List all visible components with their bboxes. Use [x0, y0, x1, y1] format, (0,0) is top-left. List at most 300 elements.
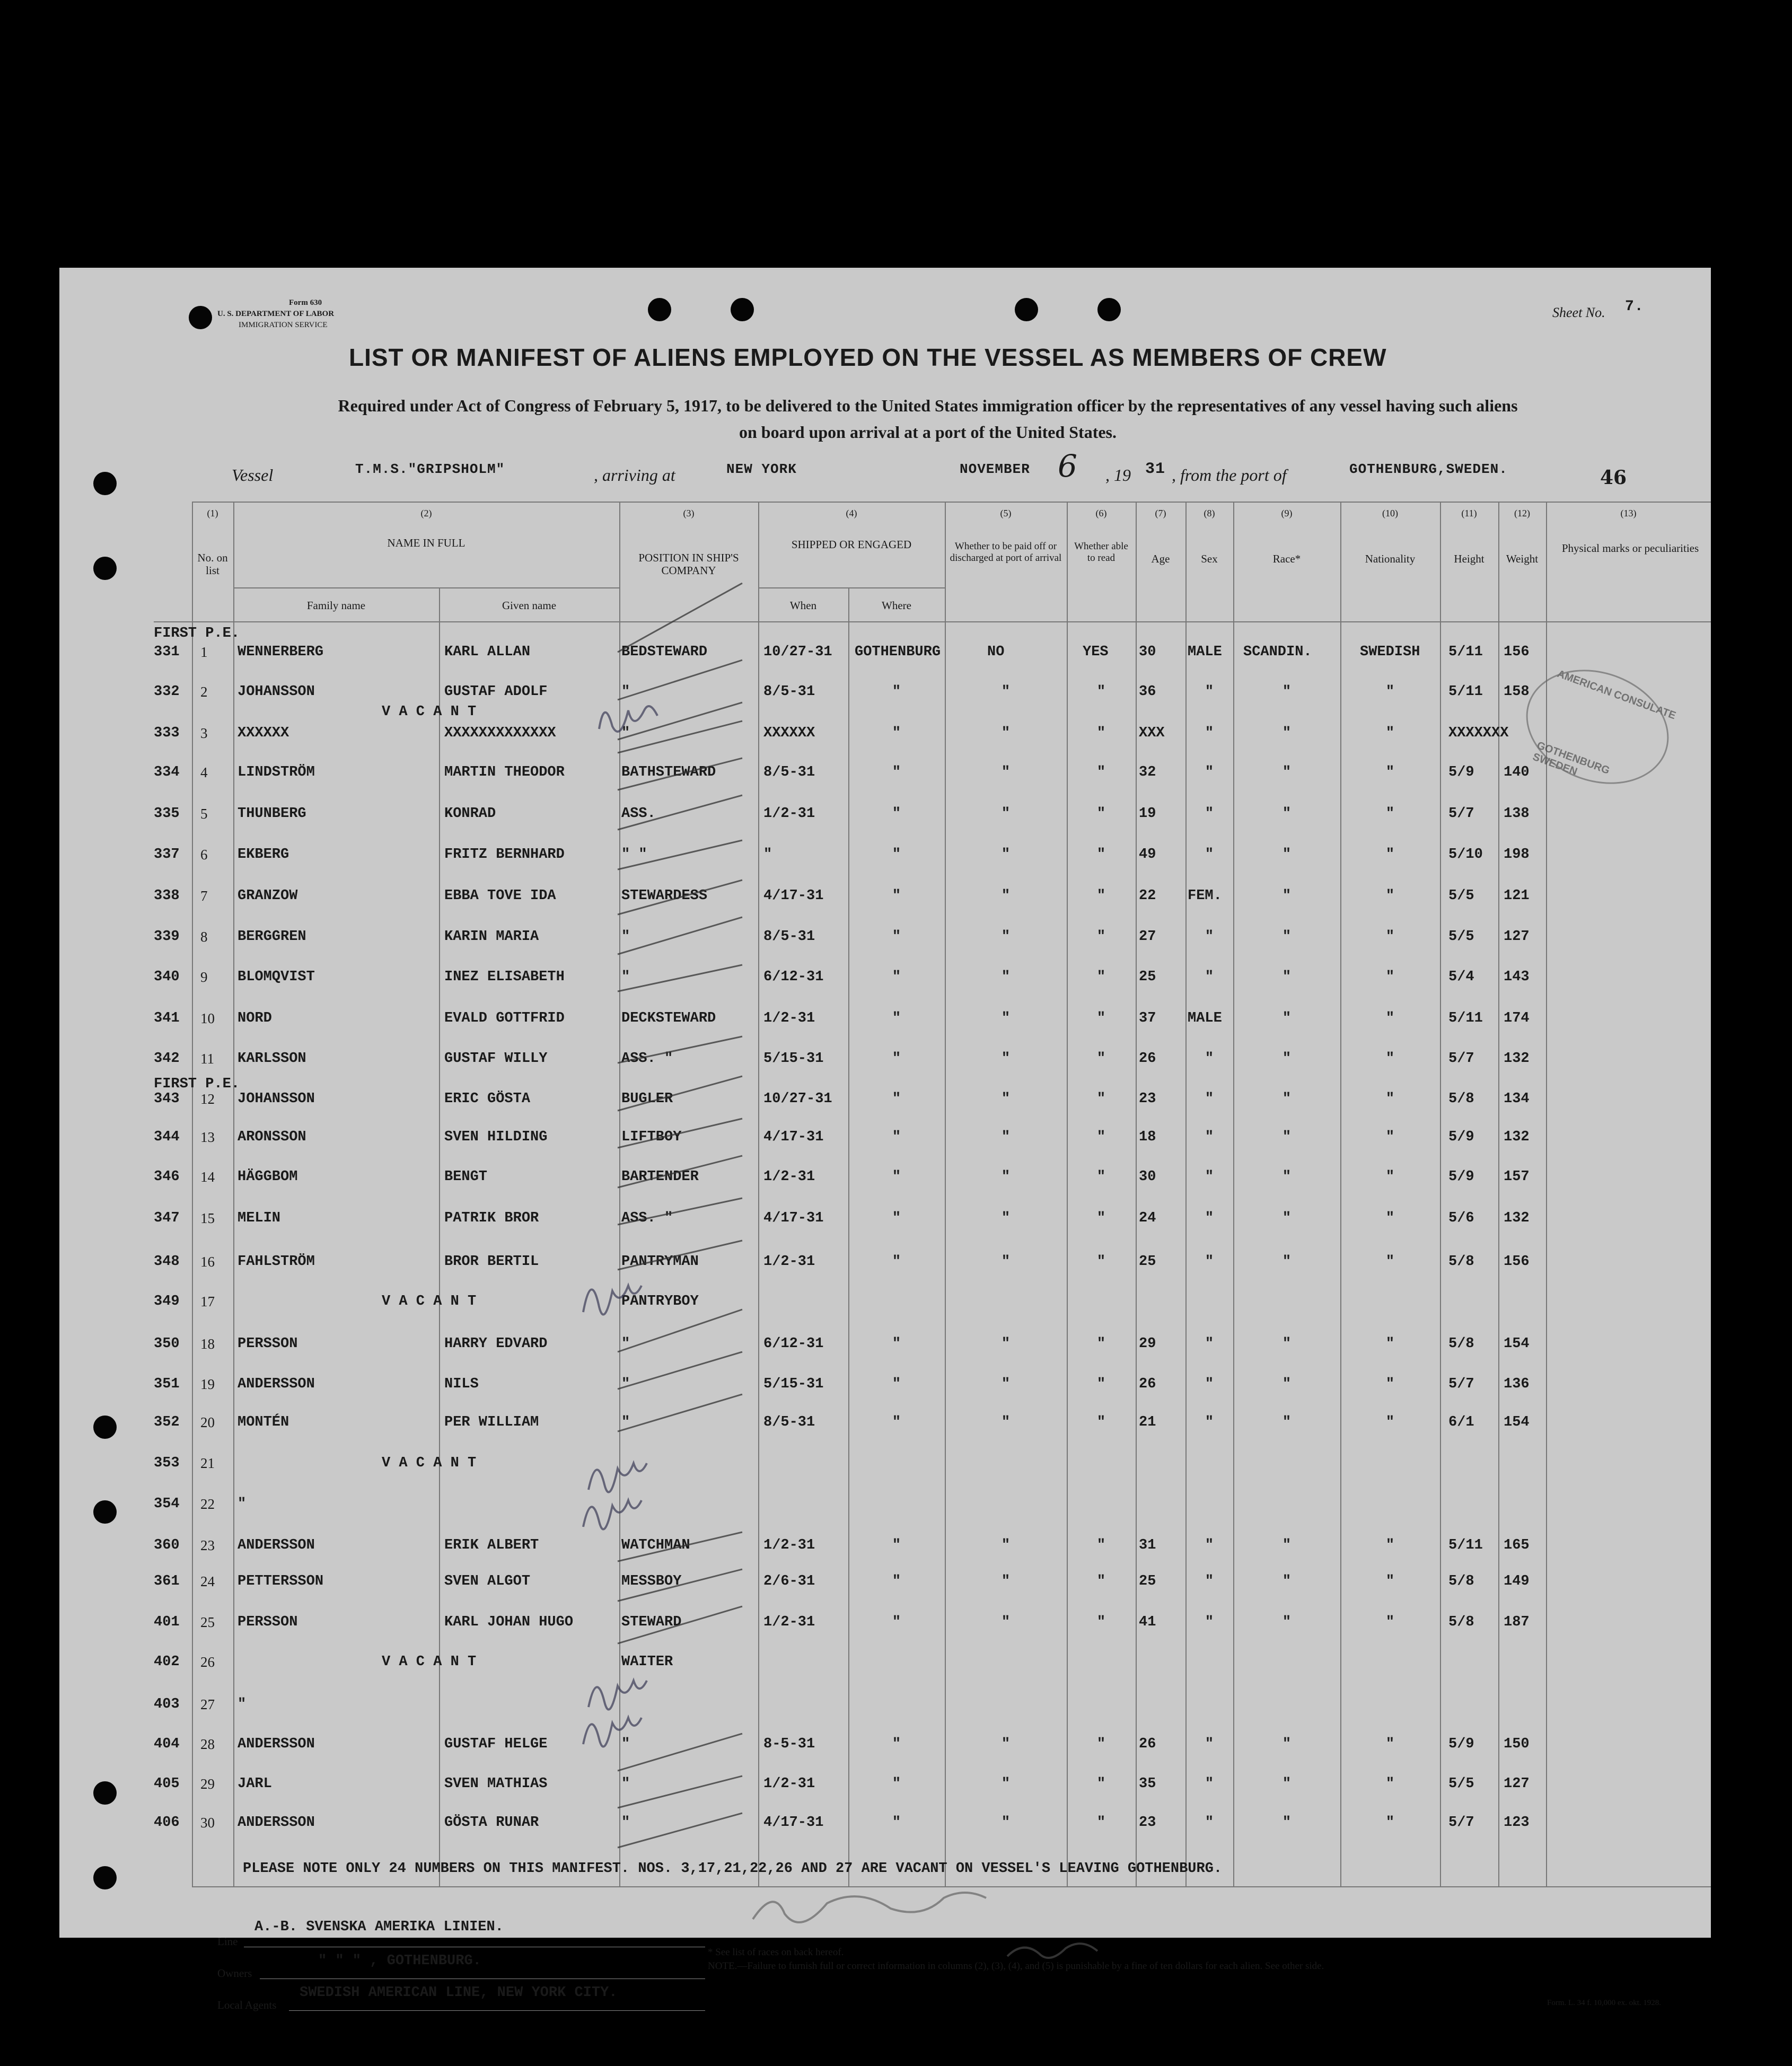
height-cell: 5/4: [1448, 969, 1474, 985]
manifest-note: PLEASE NOTE ONLY 24 NUMBERS ON THIS MANIFEST. NOS. 3,17,21,22,26 AND 27 ARE VACANT ON VESSEL'S LEAVING GOTHENBURG.: [243, 1861, 1223, 1877]
crew-number-cell: 332: [154, 684, 180, 700]
height-cell: 6/1: [1448, 1414, 1474, 1430]
nationality-cell: ": [1385, 1254, 1395, 1270]
crew-number-cell: 333: [154, 725, 180, 741]
weight-cell: 154: [1504, 1414, 1530, 1430]
able-to-read-cell: ": [1096, 1336, 1106, 1352]
shipped-when-cell: 2/6-31: [763, 1573, 815, 1589]
age-cell: 25: [1139, 969, 1156, 985]
paid-off-cell: ": [1001, 1010, 1011, 1026]
list-number-cell: 5: [200, 806, 208, 822]
shipped-when-cell: XXXXXX: [763, 725, 815, 741]
position-cell: ": [621, 1736, 630, 1752]
shipped-where-cell: ": [892, 1091, 901, 1107]
height-cell: 5/8: [1448, 1254, 1474, 1270]
height-cell: 5/7: [1448, 1051, 1474, 1067]
col-2a-header: Family name: [306, 599, 366, 612]
height-cell: 5/5: [1448, 929, 1474, 945]
able-to-read-cell: ": [1096, 1169, 1106, 1185]
col-12-header: Weight: [1506, 552, 1539, 565]
sex-cell: ": [1205, 1210, 1214, 1226]
arrival-day: 6: [1058, 448, 1077, 484]
age-cell: 49: [1139, 847, 1156, 863]
paid-off-cell: ": [1001, 1336, 1011, 1352]
position-cell: BARTENDER: [621, 1169, 699, 1185]
shipped-where-cell: ": [892, 764, 901, 780]
family-name-cell: KARLSSON: [238, 1051, 306, 1067]
given-name-cell: PER WILLIAM: [444, 1414, 539, 1430]
given-name-cell: EBBA TOVE IDA: [444, 888, 556, 904]
vacant-label: V A C A N T: [382, 1294, 477, 1309]
list-number-cell: 15: [200, 1210, 215, 1226]
able-to-read-cell: ": [1096, 1010, 1106, 1026]
crew-number-cell: 406: [154, 1815, 180, 1831]
arrival-year: 31: [1145, 460, 1166, 478]
col-2-header: NAME IN FULL: [387, 537, 465, 549]
form-number: Form 630: [289, 298, 322, 307]
paid-off-cell: ": [1001, 847, 1011, 863]
race-cell: ": [1282, 1129, 1292, 1145]
weight-cell: 150: [1504, 1736, 1530, 1752]
given-name-cell: EVALD GOTTFRID: [444, 1010, 565, 1026]
family-name-cell: MELIN: [238, 1210, 281, 1226]
able-to-read-cell: ": [1096, 725, 1106, 741]
shipped-where-cell: ": [892, 1815, 901, 1831]
shipped-where-cell: ": [892, 1414, 901, 1430]
able-to-read-cell: ": [1096, 1573, 1106, 1589]
able-to-read-cell: ": [1096, 1736, 1106, 1752]
owners-label: Owners: [217, 1967, 252, 1980]
position-cell: ASS. ": [621, 1051, 673, 1067]
position-cell: ": [621, 684, 630, 700]
sex-cell: ": [1205, 684, 1214, 700]
race-cell: ": [1282, 1815, 1292, 1831]
family-name-cell: EKBERG: [238, 847, 289, 863]
race-cell: ": [1282, 1537, 1292, 1553]
family-name-cell: MONTÉN: [238, 1414, 289, 1430]
given-name-cell: HARRY EDVARD: [444, 1336, 548, 1352]
sex-cell: ": [1205, 1614, 1214, 1630]
list-number-cell: 16: [200, 1254, 215, 1270]
age-cell: 30: [1139, 644, 1156, 660]
weight-cell: 165: [1504, 1537, 1530, 1553]
given-name-cell: SVEN MATHIAS: [444, 1776, 548, 1792]
col-5-header: Whether to be paid off or discharged at port of arrival: [950, 541, 1062, 564]
height-cell: 5/7: [1448, 1815, 1474, 1831]
vessel-name: T.M.S."GRIPSHOLM": [355, 461, 505, 477]
stamp-text-top: AMERICAN CONSULATE: [1556, 667, 1677, 722]
age-cell: 26: [1139, 1376, 1156, 1392]
sex-cell: ": [1205, 1376, 1214, 1392]
nationality-cell: ": [1385, 1210, 1395, 1226]
given-name-cell: GÖSTA RUNAR: [444, 1815, 539, 1831]
able-to-read-cell: ": [1096, 1210, 1106, 1226]
crew-number-cell: 350: [154, 1336, 180, 1352]
list-number-cell: 6: [200, 847, 208, 863]
paid-off-cell: ": [1001, 969, 1011, 985]
list-number-cell: 20: [200, 1414, 215, 1430]
age-cell: 36: [1139, 684, 1156, 700]
paid-off-cell: ": [1001, 1815, 1011, 1831]
position-cell: WAITER: [621, 1654, 673, 1670]
sex-cell: ": [1205, 1736, 1214, 1752]
col-12-number: (12): [1514, 508, 1530, 518]
family-name-cell: JOHANSSON: [238, 684, 315, 700]
height-cell: 5/6: [1448, 1210, 1474, 1226]
paid-off-cell: ": [1001, 725, 1011, 741]
shipped-when-cell: 10/27-31: [763, 1091, 832, 1107]
list-number-cell: 14: [200, 1169, 215, 1185]
position-cell: PANTRYMAN: [621, 1254, 699, 1270]
nationality-cell: ": [1385, 888, 1395, 904]
sex-cell: ": [1205, 847, 1214, 863]
crew-number-cell: 360: [154, 1537, 180, 1553]
crew-number-cell: 339: [154, 929, 180, 945]
race-cell: ": [1282, 847, 1292, 863]
able-to-read-cell: ": [1096, 888, 1106, 904]
shipped-where-cell: ": [892, 1614, 901, 1630]
age-cell: 27: [1139, 929, 1156, 945]
crew-number-cell: 354: [154, 1496, 180, 1512]
position-cell: BATHSTEWARD: [621, 764, 716, 780]
family-name-cell: PERSSON: [238, 1614, 298, 1630]
arriving-label: , arriving at: [594, 465, 675, 485]
age-cell: 26: [1139, 1736, 1156, 1752]
weight-cell: 156: [1504, 1254, 1530, 1270]
position-cell: ": [621, 929, 630, 945]
list-number-cell: 23: [200, 1537, 215, 1553]
section-label: FIRST P.E.: [154, 626, 240, 641]
sex-cell: ": [1205, 1573, 1214, 1589]
height-cell: XXXXXXX: [1448, 725, 1509, 741]
race-cell: SCANDIN.: [1243, 644, 1312, 660]
paid-off-cell: ": [1001, 1573, 1011, 1589]
list-number-cell: 22: [200, 1496, 215, 1512]
nationality-cell: ": [1385, 684, 1395, 700]
list-number-cell: 25: [200, 1614, 215, 1630]
family-name-cell: FAHLSTRÖM: [238, 1254, 315, 1270]
able-to-read-cell: ": [1096, 847, 1106, 863]
weight-cell: 127: [1504, 1776, 1530, 1792]
form-reference: Form. L. 34 f. 10,000 ex. okt. 1928.: [1547, 1999, 1661, 2007]
given-name-cell: GUSTAF WILLY: [444, 1051, 548, 1067]
shipped-when-cell: 8-5-31: [763, 1736, 815, 1752]
sex-cell: ": [1205, 1336, 1214, 1352]
nationality-cell: ": [1385, 1376, 1395, 1392]
col-1-header: No. on list: [197, 551, 228, 577]
position-cell: BUGLER: [621, 1091, 673, 1107]
age-cell: 29: [1139, 1336, 1156, 1352]
col-9-number: (9): [1281, 508, 1293, 518]
height-cell: 5/7: [1448, 806, 1474, 822]
nationality-cell: ": [1385, 1776, 1395, 1792]
crew-number-cell: 343: [154, 1091, 180, 1107]
weight-cell: 138: [1504, 806, 1530, 822]
crew-number-cell: 340: [154, 969, 180, 985]
able-to-read-cell: ": [1096, 764, 1106, 780]
agents-label: Local Agents: [217, 1999, 277, 2011]
agents-value: SWEDISH AMERICAN LINE, NEW YORK CITY.: [300, 1985, 618, 2001]
list-number-cell: 1: [200, 644, 208, 660]
height-cell: 5/5: [1448, 888, 1474, 904]
weight-cell: 121: [1504, 888, 1530, 904]
able-to-read-cell: ": [1096, 1537, 1106, 1553]
subtitle-line-2: on board upon arrival at a port of the United States.: [739, 423, 1117, 442]
col-6-number: (6): [1095, 508, 1107, 518]
position-cell: ": [621, 725, 630, 741]
shipped-when-cell: 10/27-31: [763, 644, 832, 660]
race-cell: ": [1282, 1210, 1292, 1226]
nationality-cell: ": [1385, 1129, 1395, 1145]
height-cell: 5/8: [1448, 1336, 1474, 1352]
sex-cell: ": [1205, 1537, 1214, 1553]
shipped-where-cell: ": [892, 1537, 901, 1553]
paid-off-cell: ": [1001, 1376, 1011, 1392]
given-name-cell: SVEN ALGOT: [444, 1573, 531, 1589]
family-name-cell: JOHANSSON: [238, 1091, 315, 1107]
able-to-read-cell: ": [1096, 1815, 1106, 1831]
age-cell: 21: [1139, 1414, 1156, 1430]
position-cell: WATCHMAN: [621, 1537, 690, 1553]
weight-cell: 143: [1504, 969, 1530, 985]
able-to-read-cell: ": [1096, 684, 1106, 700]
shipped-when-cell: 4/17-31: [763, 888, 824, 904]
sex-cell: ": [1205, 1091, 1214, 1107]
weight-cell: 132: [1504, 1129, 1530, 1145]
shipped-when-cell: 8/5-31: [763, 684, 815, 700]
shipped-where-cell: ": [892, 888, 901, 904]
shipped-where-cell: ": [892, 1051, 901, 1067]
race-cell: ": [1282, 1776, 1292, 1792]
race-cell: ": [1282, 806, 1292, 822]
race-cell: ": [1282, 1091, 1292, 1107]
paid-off-cell: ": [1001, 1254, 1011, 1270]
service: IMMIGRATION SERVICE: [239, 321, 328, 329]
list-number-cell: 13: [200, 1129, 215, 1145]
height-cell: 5/8: [1448, 1573, 1474, 1589]
agents-underline: [289, 2010, 705, 2011]
shipped-when-cell: 4/17-31: [763, 1129, 824, 1145]
subtitle-line-1: Required under Act of Congress of February 5, 1917, to be delivered to the United States immigration officer by the representatives of any vessel having such aliens: [338, 396, 1518, 415]
given-name-cell: FRITZ BERNHARD: [444, 847, 565, 863]
paid-off-cell: ": [1001, 1210, 1011, 1226]
age-cell: 30: [1139, 1169, 1156, 1185]
col-4a-header: When: [789, 599, 817, 612]
race-cell: ": [1282, 1736, 1292, 1752]
family-name-cell: ": [238, 1696, 247, 1712]
able-to-read-cell: ": [1096, 1129, 1106, 1145]
position-cell: ASS. ": [621, 1210, 673, 1226]
sex-cell: MALE: [1188, 644, 1222, 660]
able-to-read-cell: ": [1096, 1614, 1106, 1630]
arrival-port: NEW YORK: [726, 461, 797, 477]
nationality-cell: ": [1385, 1736, 1395, 1752]
list-number-cell: 19: [200, 1376, 215, 1392]
race-note: * See list of races on back hereof.: [708, 1947, 844, 1958]
crew-number-cell: 348: [154, 1254, 180, 1270]
crew-number-cell: 401: [154, 1614, 180, 1630]
age-cell: 22: [1139, 888, 1156, 904]
nationality-cell: ": [1385, 847, 1395, 863]
sheet-number: 7.: [1625, 298, 1644, 315]
age-cell: XXX: [1139, 725, 1165, 741]
able-to-read-cell: ": [1096, 1414, 1106, 1430]
paid-off-cell: ": [1001, 929, 1011, 945]
col-2b-header: Given name: [502, 599, 557, 612]
crew-number-cell: 335: [154, 806, 180, 822]
family-name-cell: NORD: [238, 1010, 272, 1026]
crew-number-cell: 338: [154, 888, 180, 904]
line-value: A.-B. SVENSKA AMERIKA LINIEN.: [254, 1919, 504, 1935]
sex-cell: ": [1205, 725, 1214, 741]
nationality-cell: ": [1385, 929, 1395, 945]
position-cell: ": [621, 1336, 630, 1352]
shipped-when-cell: 4/17-31: [763, 1210, 824, 1226]
position-cell: DECKSTEWARD: [621, 1010, 716, 1026]
col-4-number: (4): [846, 508, 857, 518]
position-cell: ": [621, 1376, 630, 1392]
family-name-cell: BERGGREN: [238, 929, 306, 945]
crew-number-cell: 404: [154, 1736, 180, 1752]
col-5-number: (5): [1000, 508, 1012, 518]
col-10-number: (10): [1382, 508, 1398, 518]
nationality-cell: ": [1385, 1537, 1395, 1553]
shipped-where-cell: ": [892, 1169, 901, 1185]
able-to-read-cell: ": [1096, 806, 1106, 822]
nationality-cell: ": [1385, 1414, 1395, 1430]
list-number-cell: 12: [200, 1091, 215, 1107]
col-1-number: (1): [207, 508, 218, 518]
shipped-when-cell: 1/2-31: [763, 1614, 815, 1630]
shipped-when-cell: 1/2-31: [763, 1537, 815, 1553]
height-cell: 5/7: [1448, 1376, 1474, 1392]
paid-off-cell: ": [1001, 1614, 1011, 1630]
height-cell: 5/11: [1448, 684, 1483, 700]
race-cell: ": [1282, 1169, 1292, 1185]
shipped-where-cell: ": [892, 725, 901, 741]
nationality-cell: ": [1385, 1815, 1395, 1831]
shipped-when-cell: ": [763, 847, 772, 863]
given-name-cell: SVEN HILDING: [444, 1129, 548, 1145]
age-cell: 24: [1139, 1210, 1156, 1226]
position-cell: LIFTBOY: [621, 1129, 682, 1145]
page-title: LIST OR MANIFEST OF ALIENS EMPLOYED ON THE VESSEL AS MEMBERS OF CREW: [349, 344, 1387, 371]
crew-number-cell: 344: [154, 1129, 180, 1145]
position-cell: ": [621, 1776, 630, 1792]
weight-cell: 136: [1504, 1376, 1530, 1392]
able-to-read-cell: ": [1096, 1776, 1106, 1792]
race-cell: ": [1282, 684, 1292, 700]
given-name-cell: KARIN MARIA: [444, 929, 539, 945]
family-name-cell: ANDERSSON: [238, 1537, 315, 1553]
age-cell: 18: [1139, 1129, 1156, 1145]
height-cell: 5/8: [1448, 1091, 1474, 1107]
shipped-where-cell: ": [892, 1336, 901, 1352]
given-name-cell: INEZ ELISABETH: [444, 969, 565, 985]
crew-number-cell: 334: [154, 764, 180, 780]
paid-off-cell: ": [1001, 764, 1011, 780]
given-name-cell: KARL JOHAN HUGO: [444, 1614, 574, 1630]
weight-cell: 156: [1504, 644, 1530, 660]
col-10-header: Nationality: [1365, 552, 1416, 565]
crew-number-cell: 351: [154, 1376, 180, 1392]
page-number: 46: [1600, 467, 1627, 489]
paid-off-cell: NO: [987, 644, 1005, 660]
sex-cell: ": [1205, 1254, 1214, 1270]
given-name-cell: NILS: [444, 1376, 479, 1392]
nationality-cell: ": [1385, 1336, 1395, 1352]
race-cell: ": [1282, 1573, 1292, 1589]
paid-off-cell: ": [1001, 1169, 1011, 1185]
age-cell: 25: [1139, 1254, 1156, 1270]
weight-cell: 132: [1504, 1210, 1530, 1226]
vacant-label: V A C A N T: [382, 1455, 477, 1471]
shipped-where-cell: ": [892, 1010, 901, 1026]
weight-cell: 134: [1504, 1091, 1530, 1107]
col-11-header: Height: [1454, 552, 1484, 565]
nationality-cell: ": [1385, 969, 1395, 985]
shipped-where-cell: ": [892, 684, 901, 700]
list-number-cell: 18: [200, 1336, 215, 1352]
race-cell: ": [1282, 1010, 1292, 1026]
shipped-when-cell: 5/15-31: [763, 1051, 824, 1067]
shipped-when-cell: 5/15-31: [763, 1376, 824, 1392]
position-cell: STEWARDESS: [621, 888, 708, 904]
sex-cell: ": [1205, 1815, 1214, 1831]
race-cell: ": [1282, 1051, 1292, 1067]
age-cell: 23: [1139, 1091, 1156, 1107]
crew-number-cell: 341: [154, 1010, 180, 1026]
shipped-where-cell: ": [892, 1776, 901, 1792]
given-name-cell: MARTIN THEODOR: [444, 764, 565, 780]
nationality-cell: ": [1385, 1169, 1395, 1185]
list-number-cell: 30: [200, 1815, 215, 1831]
shipped-where-cell: ": [892, 1254, 901, 1270]
position-cell: MESSBOY: [621, 1573, 682, 1589]
nationality-cell: ": [1385, 1051, 1395, 1067]
sex-cell: ": [1205, 929, 1214, 945]
height-cell: 5/9: [1448, 764, 1474, 780]
weight-cell: 187: [1504, 1614, 1530, 1630]
shipped-when-cell: 1/2-31: [763, 1169, 815, 1185]
nationality-cell: ": [1385, 725, 1395, 741]
sex-cell: ": [1205, 1051, 1214, 1067]
col-7-number: (7): [1155, 508, 1166, 518]
family-name-cell: LINDSTRÖM: [238, 764, 315, 780]
owners-value: " " " , GOTHENBURG.: [318, 1953, 481, 1969]
weight-cell: 198: [1504, 847, 1530, 863]
sex-cell: ": [1205, 1776, 1214, 1792]
col-4-header: SHIPPED OR ENGAGED: [791, 538, 912, 551]
race-cell: ": [1282, 969, 1292, 985]
paid-off-cell: ": [1001, 1537, 1011, 1553]
year-prefix: , 19: [1105, 465, 1131, 485]
position-cell: PANTRYBOY: [621, 1294, 699, 1309]
col-3-header: POSITION IN SHIP'S COMPANY: [638, 551, 739, 577]
sex-cell: MALE: [1188, 1010, 1222, 1026]
nationality-cell: SWEDISH: [1360, 644, 1420, 660]
position-cell: ": [621, 1414, 630, 1430]
race-cell: ": [1282, 1376, 1292, 1392]
weight-cell: 174: [1504, 1010, 1530, 1026]
nationality-cell: ": [1385, 1614, 1395, 1630]
crew-number-cell: 331: [154, 644, 180, 660]
col-7-header: Age: [1151, 552, 1170, 565]
position-cell: BEDSTEWARD: [621, 644, 708, 660]
paid-off-cell: ": [1001, 1091, 1011, 1107]
family-name-cell: THUNBERG: [238, 806, 306, 822]
crew-number-cell: 402: [154, 1654, 180, 1670]
